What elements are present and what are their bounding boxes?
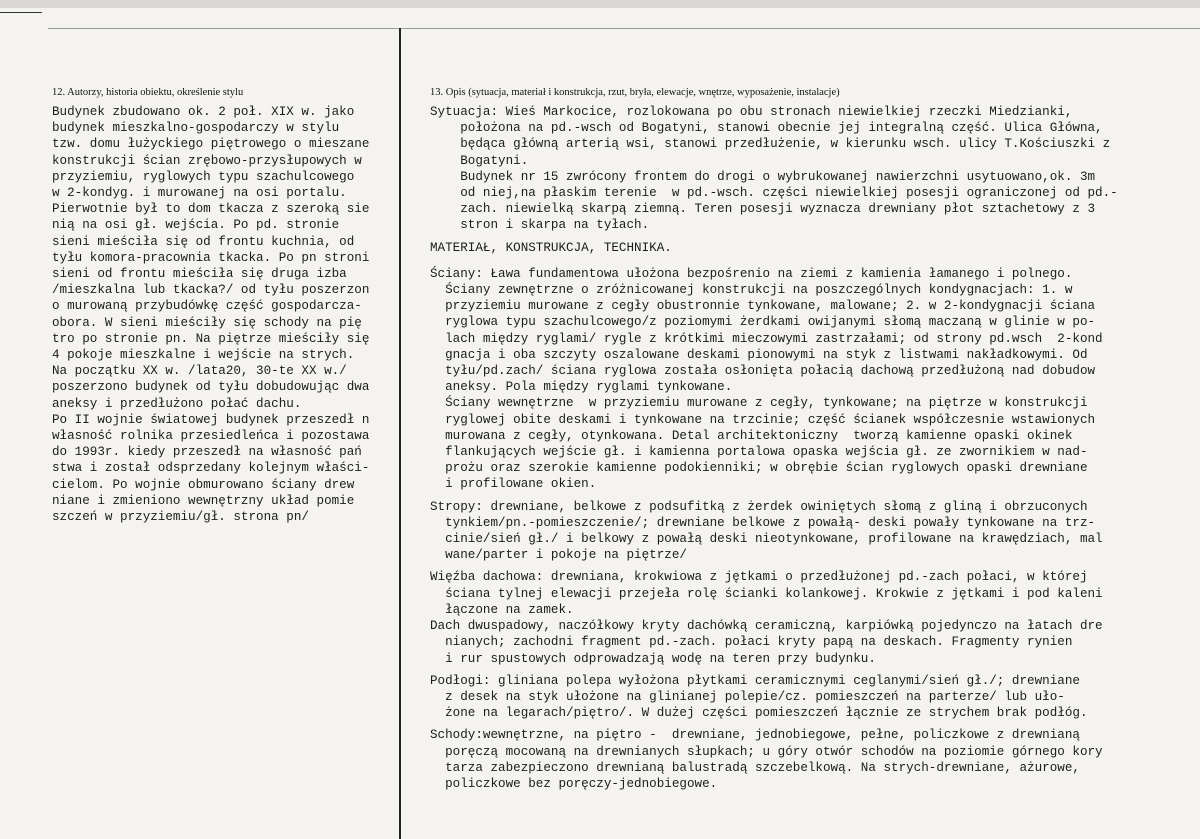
- section-12: [52, 86, 397, 525]
- top-rule: [48, 28, 1200, 29]
- section-13-heading: 13. Opis (sytuacja, materiał i konstrukcja, rzut, bryła, elewacje, wnętrze, wyposażenie, instalacje): [430, 87, 840, 98]
- situation-paragraph: Sytuacja: Wieś Markocice, rozlokowana po obu stronach niewielkiej rzeczki Miedzianki, położona na pd.-wsch od Bogatyni, stanowi obecnie jej integralną część. Ulica Główna, będąca główną arterią wsi, stanowi przedłużenie, w kierunku wsch. ulicy T.Kościuszki z Bogatyni. Budynek nr 15 zwrócony frontem do drogi o wybrukowanej nawierzchni usytuowano,ok. 3m od niej,na płaskim terenie w pd.-wsch. części niewielkiej posesji ograniczonej od pd.- zach. niewielką skarpą ziemną. Teren posesji wyznacza drewniany płot sztachetowy z 3 stron i skarpa na tyłach.: [430, 105, 1118, 233]
- ceilings-paragraph: Stropy: drewniane, belkowe z podsufitką z żerdek owiniętych słomą z gliną i obrzuconych tynkiem/pn.-pomieszczenie/; drewniane belkowe z powałą- deski powały tynkowane na trz- cinie/sień gł./ i belkowy z powałą deski nieotynkowane, profilowane na krawędziach, mal wane/parter i pokoje na piętrze/: [430, 499, 1103, 563]
- floors-paragraph: Podłogi: gliniana polepa wyłożona płytkami ceramicznymi ceglanymi/sień gł./; drewniane z desek na styk ułożone na glinianej polepie/cz. pomieszczeń na parterze/ lub uło- żone na legarach/piętro/. W dużej części pomieszczeń łącznie ze strychem brak podłóg.: [430, 673, 1088, 721]
- stairs-paragraph: Schody:wewnętrzne, na piętro - drewniane, jednobiegowe, pełne, policzkowe z drewnianą poręczą mocowaną na drewnianych słupkach; u góry otwór schodów na poziomie górnego kory tarza zabezpieczono drewnianą balustradą szczebelkową. Na strych-drewniane, ażurowe, policzkowe bez poręczy-jednobiegowe.: [430, 728, 1103, 791]
- section-12-heading: 12. Autorzy, historia obiektu, określenie stylu: [52, 87, 244, 98]
- scan-edge: [0, 0, 1200, 8]
- walls-paragraph: Ściany: Ława fundamentowa ułożona bezpośrenio na ziemi z kamienia łamanego i polnego. Ściany zewnętrzne o zróżnicowanej konstrukcji na poszczególnych kondygnacjach: 1. w przyziemiu murowane z cegły obustronnie tynkowane, malowane; 2. w 2-kondygnacji ściana ryglowa typu szachulcowego/z poziomymi żerdkami owijanymi słomą maczaną w glinie w po- lach między ryglami/ rygle z krótkimi mieczowymi zastrzałami; od strony pd.wsch 2-kond gnacja i oba szczyty oszalowane deskami pionowymi na styk z listwami nakładkowymi. Od tyłu/pd.zach/ ściana ryglowa została osłonięta połacią dachową przedłużoną nad dobudow aneksy. Pola między ryglami tynkowane. Ściany wewnętrzne w przyziemiu murowane z cegły, tynkowane; na piętrze w konstrukcji ryglowej obite deskami i tynkowane na trzcinie; część ścianek współczesnie wstawionych murowana z cegły, otynkowana. Detal architektoniczny tworzą kamienne opaski okinek flankujących wejście gł. i kamienna portalowa opaska wejścia gł. ze zwornikiem w nad- prożu oraz szerokie kamienne podokienniki; w obrębie ścian ryglowych opaski drewniane i profilowane okien.: [430, 266, 1103, 492]
- roof-truss-paragraph: Więźba dachowa: drewniana, krokwiowa z jętkami o przedłużonej pd.-zach połaci, w której ściana tylnej elewacji przejeła rolę ścianki kolankowej. Krokwie z jętkami i pod kaleni łączone na zamek.: [430, 570, 1103, 617]
- section-13: [430, 86, 1198, 792]
- history-text: Budynek zbudowano ok. 2 poł. XIX w. jako budynek mieszkalno-gospodarczy w stylu tzw. domu łużyckiego piętrowego o mieszane konstrukcji ścian zrębowo-przysłupowych w przyziemiu, ryglowych typu szachulcowego w 2-kondyg. i murowanej na osi portalu. Pierwotnie był to dom tkacza z szeroką sie nią na osi gł. wejścia. Po pd. stronie sieni mieściła się od frontu kuchnia, od tyłu komora-pracownia tkacka. Po pn stroni sieni od frontu mieściła się druga izba /mieszkalna lub tkacka?/ od tyłu poszerzon o murowaną przybudówkę część gospodarcza- obora. W sieni mieściły się schody na pię tro po stronie pn. Na piętrze mieściły się 4 pokoje mieszkalne i wejście na strych. Na początku XX w. /lata20, 30-te XX w./ poszerzono budynek od tyłu dobudowując dwa aneksy i przedłużono połać dachu. Po II wojnie światowej budynek przeszedł n własność rolnika przesiedleńca i pozostawa do 1993r. kiedy przeszedł na własność pań stwa i został odsprzedany kolejnym właści- cielom. Po wojnie obmurowano ściany drew niane i zmieniono wewnętrzny układ pomie szczeń w przyziemiu/gł. strona pn/: [52, 105, 370, 525]
- column-divider: [399, 28, 401, 839]
- material-section-title: MATERIAŁ, KONSTRUKCJA, TECHNIKA.: [430, 240, 672, 255]
- roof-paragraph: Dach dwuspadowy, naczółkowy kryty dachówką ceramiczną, karpiówką pojedynczo na łatach dre nianych; zachodni fragment pd.-zach. połaci kryty papą na deskach. Fragmenty rynien i rur spustowych odprowadzają wodę na teren przy budynku.: [430, 619, 1103, 666]
- corner-mark: [0, 12, 42, 13]
